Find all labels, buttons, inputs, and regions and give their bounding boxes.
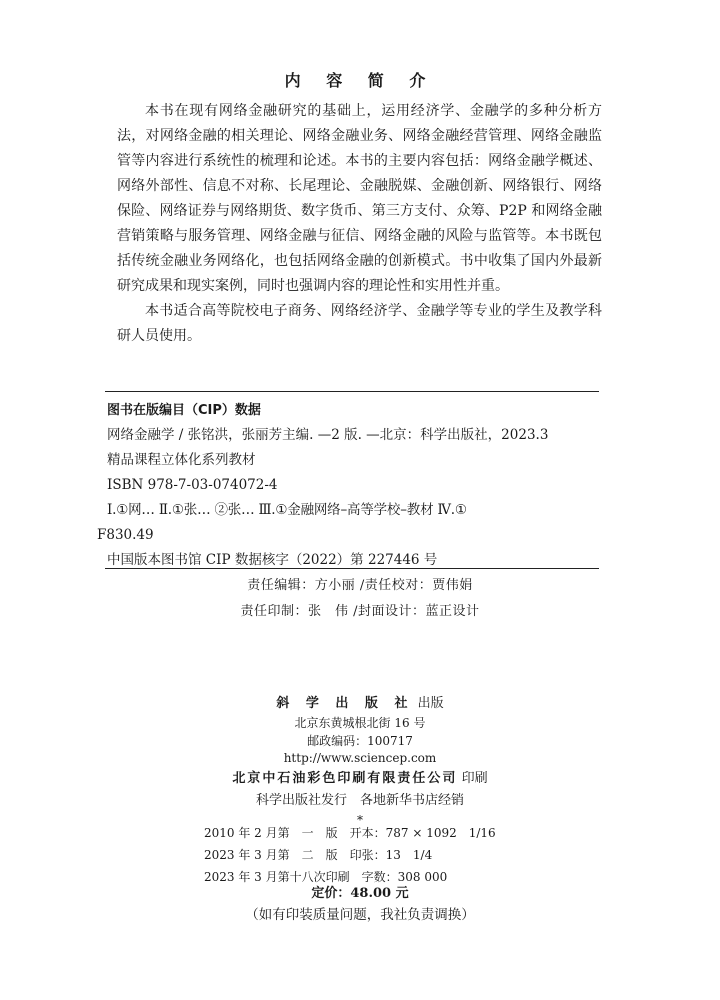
edition-specs	[204, 822, 496, 888]
cip-block	[97, 398, 602, 573]
specs-row-2: 2023 年 3 月第 二 版 印张：13 1/4	[204, 848, 433, 862]
page-title: 内 容 简 介	[284, 71, 436, 90]
printer-name: 北京中石油彩色印刷有限责任公司	[232, 770, 458, 786]
editors-line-2: 责任印制：张 伟 /封面设计：蓝正设计	[240, 604, 480, 619]
publisher-address: 北京东黄城根北街 16 号	[294, 716, 426, 730]
separator-star: *	[357, 812, 363, 827]
quality-note: （如有印装质量问题，我社负责调换）	[245, 907, 475, 923]
publisher-line	[0, 693, 720, 715]
publisher-suffix: 出版	[417, 696, 444, 711]
publisher-url: http://www.sciencep.com	[283, 751, 437, 765]
printer-line	[0, 768, 720, 790]
intro-paragraph-2: 本书适合高等院校电子商务、网络经济学、金融学等专业的学生及教学科研人员使用。	[117, 303, 602, 344]
cip-line-classification: F830.49	[97, 527, 154, 543]
imprint-block	[0, 693, 720, 829]
publisher-name: 斜 学 出 版 社	[276, 696, 414, 711]
price: 定价：48.00 元	[311, 886, 409, 901]
publisher-postcode: 邮政编码：100717	[307, 733, 413, 748]
specs-row-1: 2010 年 2 月第 一 版 开本：787 × 1092 1/16	[204, 826, 496, 840]
editors-line-1: 责任编辑：方小丽 /责任校对：贾伟娟	[247, 578, 473, 593]
cip-line-record: 中国版本图书馆 CIP 数据核字（2022）第 227446 号	[107, 552, 438, 568]
cip-heading: 图书在版编目（CIP）数据	[107, 403, 261, 418]
intro-paragraph-1: 本书在现有网络金融研究的基础上，运用经济学、金融学的多种分析方法，对网络金融的相关理论、网络金融业务、网络金融经营管理、网络金融监管等内容进行系统性的梳理和论述。本书的主要内容包括：网络金融学概述、网络外部性、信息不对称、长尾理论、金融脱媒、金融创新、网络银行、网络保险、网络证券与网络期货、数字货币、第三方支付、众筹、P2P 和网络金融营销策略与服务管理、网络金融与征信、网络金融的风险与监管等。本书既包括传统金融业务网络化，也包括网络金融的创新模式。书中收集了国内外最新研究成果和现实案例，同时也强调内容的理论性和实用性并重。	[117, 103, 602, 294]
cip-line-series: 精品课程立体化系列教材	[107, 452, 256, 468]
specs-row-3: 2023 年 3 月第十八次印刷 字数：308 000	[204, 870, 448, 884]
editors-block	[0, 573, 720, 625]
cip-line-subjects: Ⅰ.①网… Ⅱ.①张… ②张… Ⅲ.①金融网络–高等学校–教材 Ⅳ.①	[107, 502, 467, 518]
cip-line-title: 网络金融学 / 张铭洪，张丽芳主编. —2 版. —北京：科学出版社，2023.3	[107, 427, 549, 443]
distribution-line: 科学出版社发行 各地新华书店经销	[255, 792, 464, 808]
cip-line-isbn: ISBN 978-7-03-074072-4	[107, 477, 278, 493]
printer-suffix: 印刷	[461, 770, 488, 786]
cip-top-divider	[105, 391, 599, 392]
cip-bottom-divider	[105, 568, 599, 569]
